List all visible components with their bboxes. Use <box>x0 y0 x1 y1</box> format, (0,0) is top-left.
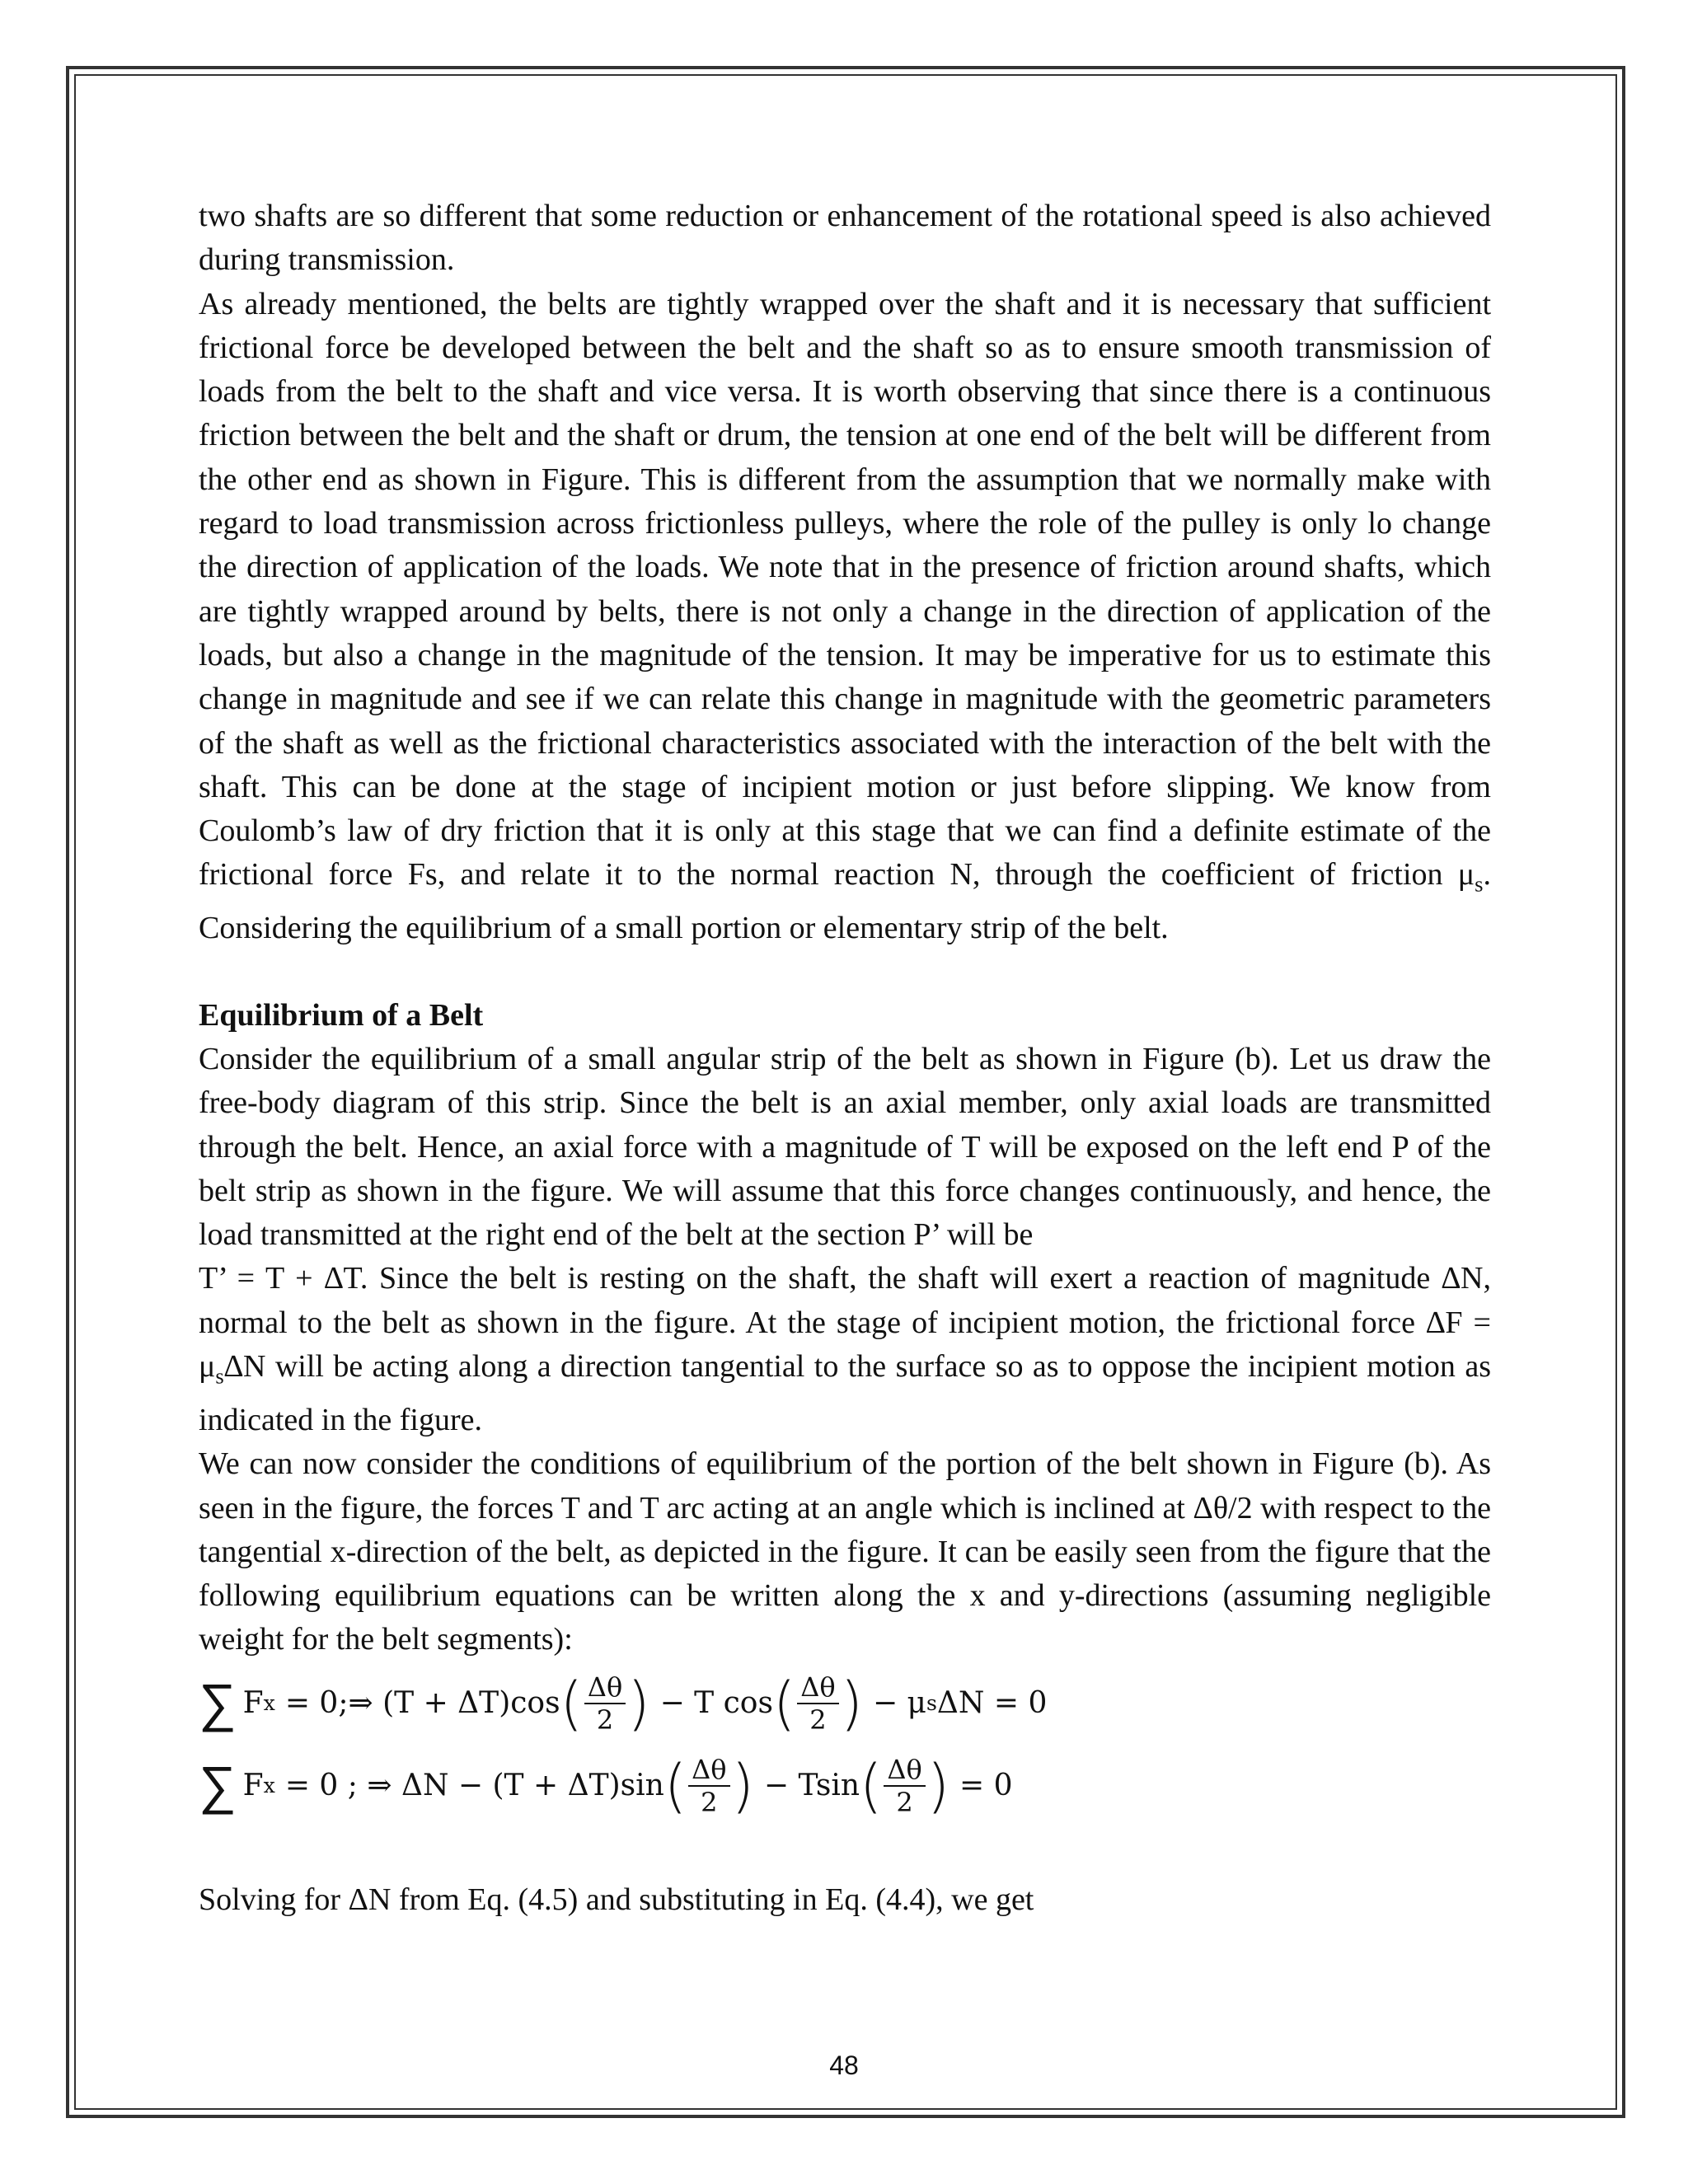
summation-symbol: ∑ <box>199 1672 237 1734</box>
mu-subscript: s <box>1475 872 1484 898</box>
equation-sum-fx-2: ∑ F x = 0 ; ⇒ ΔN − (T + ΔT)sin ( $\frac{\Delta\theta}{2}$ ) − Tsin ( $\frac{\Delta\theta}{2}$ ) = 0 <box>199 1751 1013 1820</box>
mu-subscript: s <box>926 1691 937 1716</box>
force-subscript: x <box>263 1774 275 1798</box>
page-number: 48 <box>829 2050 859 2080</box>
equation-part: − T cos <box>659 1686 773 1721</box>
paragraph-equilibrium-2-tail: ∆N will be acting along a direction tangential to the surface so as to oppose the incipient motion as indicated in the figure. <box>199 1349 1491 1437</box>
force-symbol: F <box>242 1769 264 1803</box>
equation-part: − μ <box>872 1686 926 1721</box>
paragraph-belt-friction <box>199 283 1491 951</box>
force-subscript: x <box>263 1691 275 1716</box>
paragraph-belt-friction-tail: . Considering the equilibrium of a small portion or elementary strip of the belt. <box>199 857 1491 946</box>
page-content <box>199 194 1491 1922</box>
fraction: $\frac{\Delta\theta}{2}$ <box>584 1671 626 1736</box>
summation-symbol: ∑ <box>199 1755 237 1816</box>
fraction: $\frac{\Delta\theta}{2}$ <box>688 1754 729 1818</box>
paragraph-equilibrium-2-text: T’ = T + ∆T. Since the belt is resting on the shaft, the shaft will exert a reaction of magnitude ∆N, normal to the belt as shown in the figure. At the stage of incipient motion, the frictional force ∆F = μ <box>199 1261 1491 1385</box>
force-symbol: F <box>242 1686 264 1721</box>
fraction: $\frac{\Delta\theta}{2}$ <box>884 1754 925 1818</box>
equation-part: ΔN = 0 <box>936 1686 1048 1721</box>
equation-part: = 0 ; ⇒ ΔN − (T + ΔT)sin <box>284 1769 664 1803</box>
paragraph-equilibrium-1: Consider the equilibrium of a small angular strip of the belt as shown in Figure (b). Let us draw the free-body diagram of this strip. Since the belt is an axial member, only axial loads are transmitted through the belt. Hence, an axial force with a magnitude of T will be exposed on the left end P of the belt strip as shown in the figure. We will assume that this force changes continuously, and hence, the load transmitted at the right end of the belt at the section P’ will be <box>199 1041 1491 1253</box>
paragraph-intro: two shafts are so different that some reduction or enhancement of the rotational speed is also achieved during transmission. <box>199 199 1491 278</box>
paragraph-conditions: We can now consider the conditions of equilibrium of the portion of the belt shown in Figure (b). As seen in the figure, the forces T and T arc acting at an angle which is inclined at Δθ/2 with respect to the tangential x-direction of the belt, as depicted in the figure. It can be easily seen from the figure that the following equilibrium equations can be written along the x and y-directions (assuming negligible weight for the belt segments): <box>199 1446 1491 1657</box>
equation-part: = 0 <box>959 1769 1013 1803</box>
equation-part: − Tsin <box>763 1769 860 1803</box>
equation-part: = 0;⇒ (T + ΔT)cos <box>284 1686 560 1721</box>
equation-sum-fx-1: ∑ F x = 0;⇒ (T + ΔT)cos ( $\frac{\Delta\theta}{2}$ ) − T cos ( $\frac{\Delta\theta}{2}$ ) − μ s ΔN = 0 <box>199 1669 1048 1737</box>
fraction: $\frac{\Delta\theta}{2}$ <box>797 1671 838 1736</box>
paragraph-equilibrium-2 <box>199 1257 1491 1442</box>
paragraph-belt-friction-text: As already mentioned, the belts are tightly wrapped over the shaft and it is necessary that sufficient frictional force be developed between the belt and the shaft so as to ensure smooth transmission of loads from the belt to the shaft and vice versa. It is worth observing that since there is a continuous friction between the belt and the shaft or drum, the tension at one end of the belt will be different from the other end as shown in Figure. This is different from the assumption that we normally make with regard to load transmission across frictionless pulleys, where the role of the pulley is only lo change the direction of application of the loads. We note that in the presence of friction around shafts, which are tightly wrapped around by belts, there is not only a change in the direction of application of the loads, but also a change in the magnitude of the tension. It may be imperative for us to estimate this change in magnitude and see if we can relate this change in magnitude with the geometric parameters of the shaft as well as the frictional characteristics associated with the interaction of the belt with the shaft. This can be done at the stage of incipient motion or just before slipping. We know from Coulomb’s law of dry friction that it is only at this stage that we can find a definite estimate of the frictional force Fs, and relate it to the normal reaction N, through the coefficient of friction μ <box>199 286 1491 893</box>
section-heading: Equilibrium of a Belt <box>199 997 484 1033</box>
paragraph-solving: Solving for ΔN from Eq. (4.5) and substituting in Eq. (4.4), we get <box>199 1882 1034 1917</box>
mu-subscript: s <box>215 1363 224 1389</box>
